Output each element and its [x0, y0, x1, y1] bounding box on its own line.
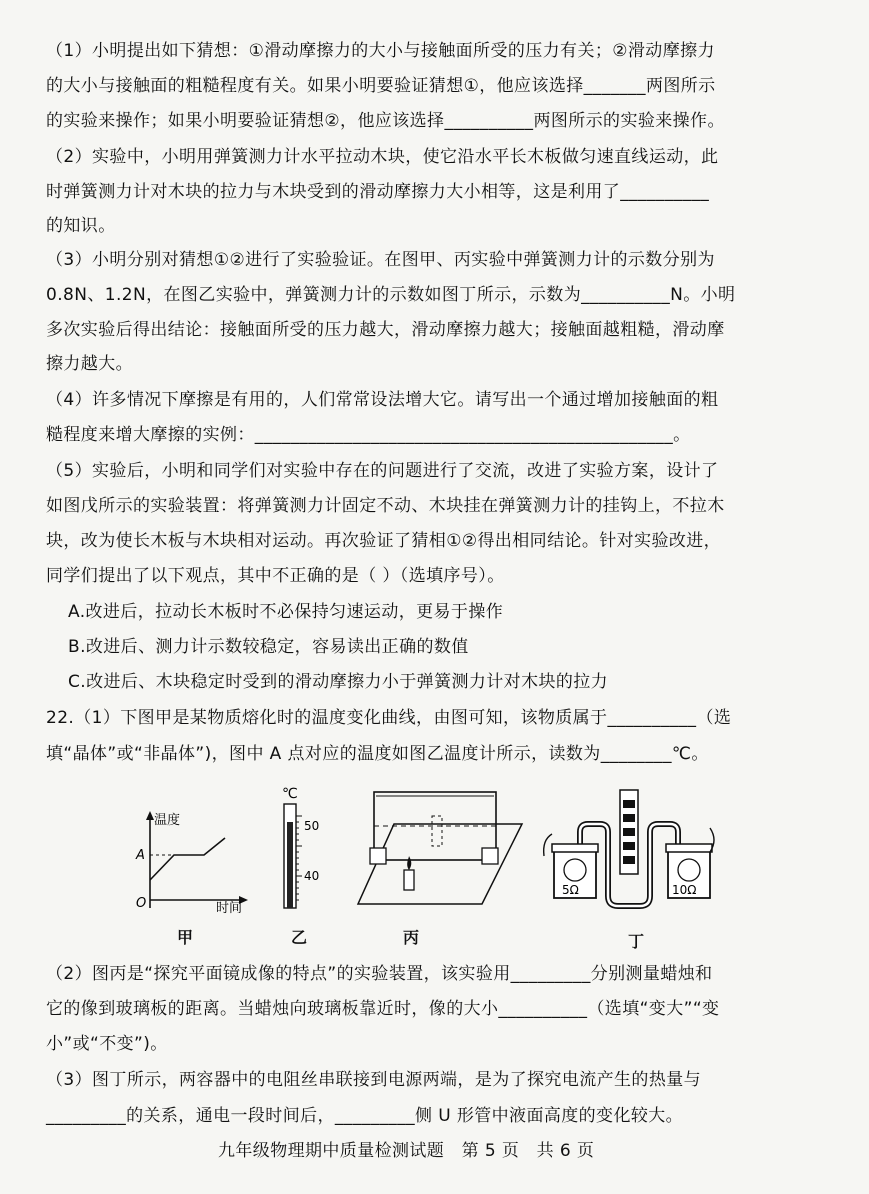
q22-2-line3: 小”或“不变”)。 [46, 1034, 168, 1054]
q21-5-line4: 同学们提出了以下观点，其中不正确的是（ ）（选填序号）。 [46, 566, 505, 586]
figure-jia-label: 甲 [177, 928, 194, 947]
q22-3-line1: （3）图丁所示，两容器中的电阻丝串联接到电源两端，是为了探究电流产生的热量与 [46, 1070, 702, 1090]
q22-2-line2: 它的像到玻璃板的距离。当蜡烛向玻璃板靠近时，像的大小__________（选填“变大”“变 [46, 999, 720, 1019]
candle-flame [407, 856, 411, 870]
point-a-label: A [136, 848, 145, 863]
q21-5-line2: 如图戊所示的实验装置：将弹簧测力计固定不动、木块挂在弹簧测力计的挂钩上，不拉木 [46, 496, 725, 516]
q21-3-line1: （3）小明分别对猜想①②进行了实验验证。在图甲、丙实验中弹簧测力计的示数分别为 [46, 250, 715, 270]
option-b: B.改进后、测力计示数较稳定，容易读出正确的数值 [68, 637, 469, 657]
liquid-column [287, 822, 293, 908]
tick-50: 50 [304, 819, 320, 833]
r-left-label: 5Ω [562, 883, 579, 897]
q21-4-line2: 糙程度来增大摩擦的实例：_______________________________________________。 [46, 425, 691, 445]
r-right-label: 10Ω [672, 883, 697, 897]
q21-2-line2: 时弹簧测力计对木块的拉力与木块受到的滑动摩擦力大小相等，这是利用了__________ [46, 182, 710, 202]
scale-ticks [296, 816, 302, 900]
q21-1-line2: 的大小与接触面的粗糙程度有关。如果小明要验证猜想①，他应该选择_______两图所示 [46, 76, 716, 96]
q22-3-line2: _________的关系，通电一段时间后，_________侧 U 形管中液面高度的变化较大。 [46, 1106, 684, 1126]
stand-right [482, 848, 498, 864]
q21-2-line1: （2）实验中，小明用弹簧测力计水平拉动木块，使它沿水平长木板做匀速直线运动，此 [46, 147, 719, 167]
y-axis-arrow [146, 811, 154, 820]
q22-1-line1: 22.（1）下图甲是某物质熔化时的温度变化曲线，由图可知，该物质属于__________（选 [46, 708, 732, 728]
q21-5-line1: （5）实验后，小明和同学们对实验中存在的问题进行了交流，改进了实验方案，设计了 [46, 461, 719, 481]
left-wire [544, 834, 552, 856]
q21-3-line3: 多次实验后得出结论：接触面所受的压力越大，滑动摩擦力越大；接触面越粗糙，滑动摩 [46, 320, 725, 340]
figure-bing-label: 丙 [403, 928, 420, 947]
right-lid [666, 844, 712, 852]
q21-1-line1: （1）小明提出如下猜想：①滑动摩擦力的大小与接触面所受的压力有关；②滑动摩擦力 [46, 41, 715, 61]
figure-ding-label: 丁 [628, 932, 645, 951]
figure-yi-label: 乙 [291, 928, 308, 947]
q21-4-line1: （4）许多情况下摩擦是有用的，人们常常设法增大它。请写出一个通过增加接触面的粗 [46, 390, 719, 410]
unit-label: ℃ [282, 786, 298, 802]
figure-bing-mirror-setup [354, 786, 524, 911]
page-footer: 九年级物理期中质量检测试题 第 5 页 共 6 页 [218, 1141, 595, 1161]
q21-3-line2: 0.8N、1.2N，在图乙实验中，弹簧测力计的示数如图丁所示，示数为__________N。小明 [46, 285, 736, 305]
figure-yi-thermometer [268, 786, 328, 914]
candle-image [432, 816, 442, 846]
figure-ding-heating-setup [540, 786, 720, 918]
q21-5-line3: 块，改为使长木板与木块相对运动。再次验证了猜相①②得出相同结论。针对实验改进， [46, 531, 722, 551]
stand-left [370, 848, 386, 864]
origin-label: O [136, 896, 147, 911]
option-a: A.改进后，拉动长木板时不必保持匀速运动，更易于操作 [68, 602, 504, 622]
q21-1-line3: 的实验来操作；如果小明要验证猜想②，他应该选择__________两图所示的实验来操作。 [46, 111, 725, 131]
left-lid [552, 844, 598, 852]
tick-40: 40 [304, 869, 320, 883]
q22-2-line1: （2）图丙是“探究平面镜成像的特点”的实验装置，该实验用_________分别测量蜡烛和 [46, 964, 713, 984]
q22-1-line2: 填“晶体”或“非晶体”)，图中 A 点对应的温度如图乙温度计所示，读数为________℃。 [46, 744, 709, 764]
q21-3-line4: 擦力越大。 [46, 354, 133, 374]
candle [404, 870, 414, 890]
x-axis-label: 时间 [216, 901, 243, 914]
q21-2-line3: 的知识。 [46, 216, 116, 236]
figure-jia-melting-curve [130, 808, 250, 914]
y-axis-label: 温度 [154, 813, 181, 828]
option-c: C.改进后、木块稳定时受到的滑动摩擦力小于弹簧测力计对木块的拉力 [68, 672, 609, 692]
melting-curve [150, 838, 225, 880]
